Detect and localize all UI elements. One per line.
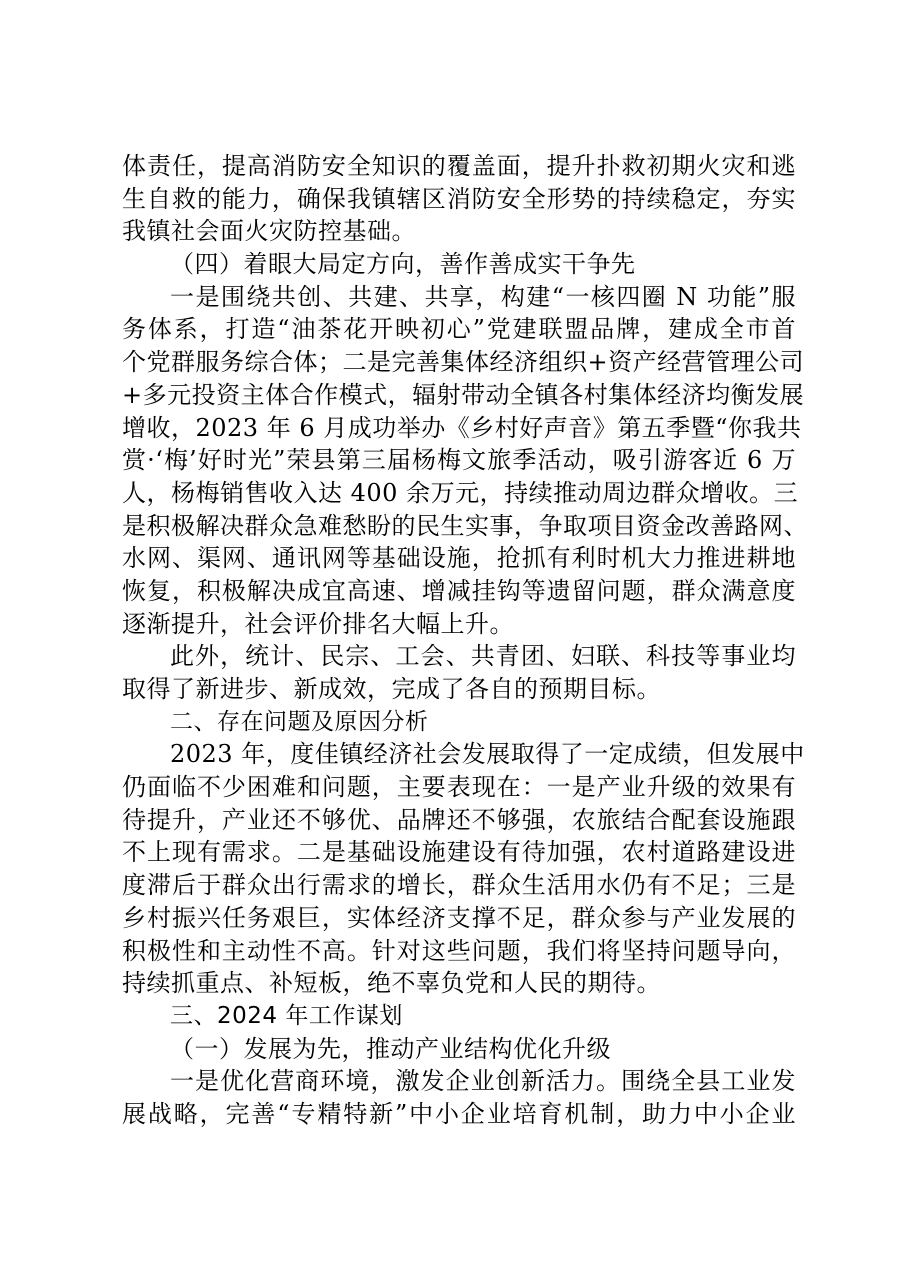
- text-line: 一是优化营商环境，激发企业创新活力。围绕全县工业发: [170, 1067, 796, 1096]
- text-line: 生自救的能力，确保我镇辖区消防安全形势的持续稳定，夯实: [122, 184, 796, 213]
- body-paragraph: [122, 1065, 796, 1130]
- text-line: 此外，统计、民宗、工会、共青团、妇联、科技等事业均: [170, 642, 796, 671]
- body-paragraph: [122, 150, 796, 248]
- text-line: 取得了新进步、新成效，完成了各自的预期目标。: [122, 675, 661, 703]
- body-paragraph: [122, 640, 796, 705]
- text-line: 务体系，打造“油茶花开映初心”党建联盟品牌，建成全市首: [122, 315, 796, 344]
- text-line: 仍面临不少困难和问题，主要表现在：一是产业升级的效果有: [122, 773, 796, 802]
- text-line: 度滞后于群众出行需求的增长，群众生活用水仍有不足；三是: [122, 871, 796, 900]
- subsection-heading: [122, 1033, 796, 1066]
- text-line: 是积极解决群众急难愁盼的民生实事，争取项目资金改善路网、: [122, 511, 808, 540]
- text-line: 人，杨梅销售收入达 400 余万元，持续推动周边群众增收。三: [122, 478, 799, 507]
- text-line: 恢复，积极解决成宜高速、增减挂钩等遗留问题，群众满意度: [122, 576, 796, 605]
- text-line: （四）着眼大局定方向，善作善成实干争先: [170, 250, 636, 279]
- text-line: 不上现有需求。二是基础设施建设有待加强，农村道路建设进: [122, 838, 796, 867]
- body-paragraph: [122, 738, 805, 1000]
- text-line: 我镇社会面火灾防控基础。: [122, 217, 416, 246]
- document-page: [122, 150, 808, 1131]
- text-line: 增收，2023 年 6 月成功举办《乡村好声音》第五季暨“你我共: [122, 413, 802, 442]
- text-line: 体责任，提高消防安全知识的覆盖面，提升扑救初期火灾和逃: [122, 152, 796, 180]
- section-heading: [122, 1000, 796, 1033]
- text-line: 个党群服务综合体；二是完善集体经济组织+资产经营管理公司: [122, 348, 805, 377]
- text-line: 2023 年，度佳镇经济社会发展取得了一定成绩，但发展中: [170, 740, 805, 769]
- text-line: 积极性和主动性不高。针对这些问题，我们将坚持问题导向，: [122, 936, 796, 965]
- body-paragraph: [122, 281, 808, 641]
- text-line: 水网、渠网、通讯网等基础设施，抢抓有利时机大力推进耕地: [122, 544, 796, 573]
- text-line: 一是围绕共创、共建、共享，构建“一核四圈 N 功能”服: [170, 282, 796, 311]
- text-line: +多元投资主体合作模式，辐射带动全镇各村集体经济均衡发展: [122, 380, 805, 409]
- text-line: （一）发展为先，推动产业结构优化升级: [170, 1034, 611, 1063]
- text-line: 赏·‘梅’好时光”荣县第三届杨梅文旅季活动，吸引游客近 6 万: [122, 446, 796, 475]
- section-heading: [122, 706, 796, 739]
- text-line: 三、2024 年工作谋划: [170, 1002, 403, 1029]
- text-line: 展战略，完善“专精特新”中小企业培育机制，助力中小企业: [122, 1099, 796, 1128]
- text-line: 乡村振兴任务艰巨，实体经济支撑不足，群众参与产业发展的: [122, 903, 796, 932]
- subsection-heading: [122, 248, 796, 281]
- text-line: 待提升，产业还不够优、品牌还不够强，农旅结合配套设施跟: [122, 805, 796, 834]
- text-line: 持续抓重点、补短板，绝不辜负党和人民的期待。: [122, 969, 661, 998]
- text-line: 二、存在问题及原因分析: [170, 708, 429, 735]
- text-line: 逐渐提升，社会评价排名大幅上升。: [122, 609, 514, 638]
